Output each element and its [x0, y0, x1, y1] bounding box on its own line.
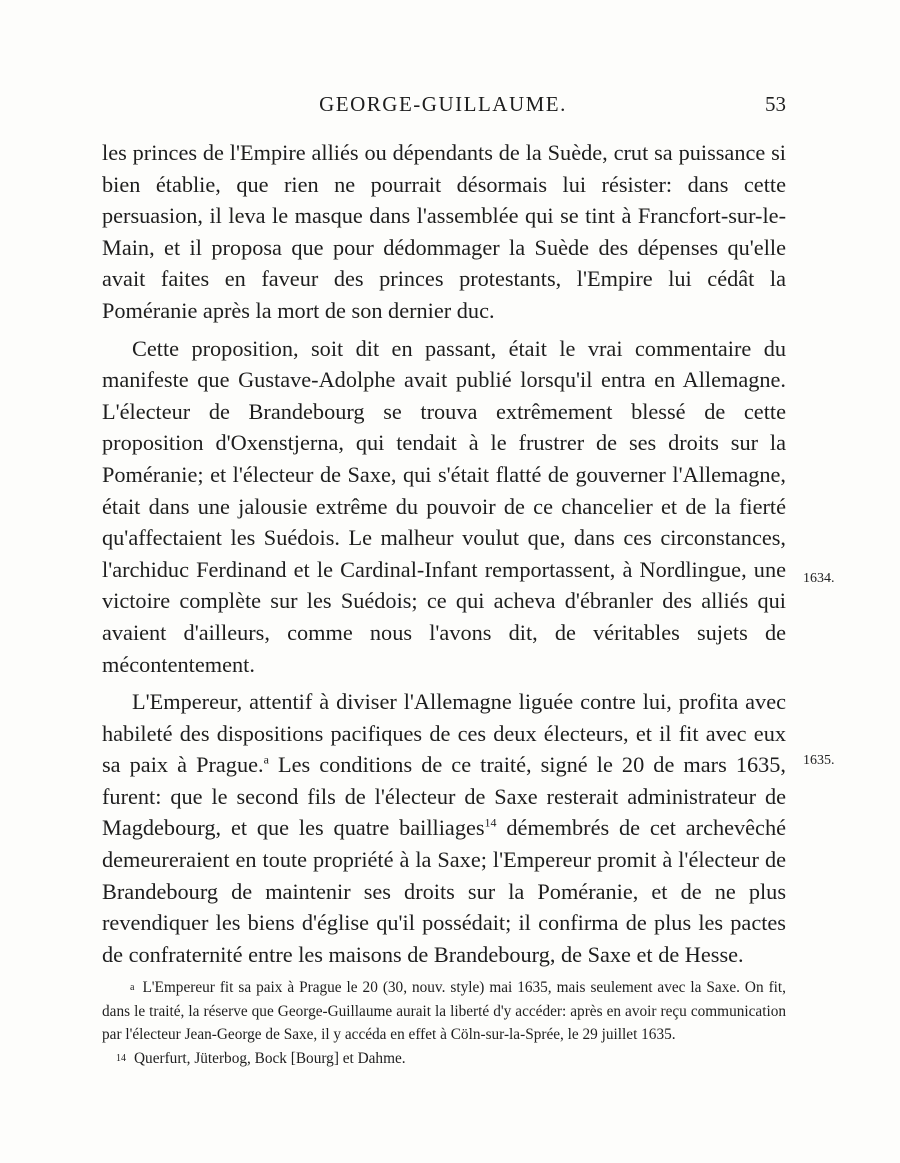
footnote-14-marker: 14 — [116, 1052, 126, 1064]
paragraph-3-part-1: L'Empereur, attentif à diviser l'Allemagne liguée contre lui, profita avec habileté des dispositions pacifiques de ces deux électeurs, et il fit avec eux sa paix à Prague. — [102, 689, 786, 778]
margin-note-1634: 1634. — [803, 571, 835, 586]
footnote-a-marker: a — [130, 982, 135, 993]
page-number: 53 — [765, 92, 786, 116]
footnote-ref-14: 14 — [484, 816, 497, 831]
margin-note-1635: 1635. — [803, 753, 835, 768]
paragraph-3-part-2: Les conditions de ce traité, signé le 20 de mars 1635, furent: que le second fils de l'électeur de Saxe resterait administrateur de Magdebourg, et que les quatre bailliages — [102, 752, 786, 841]
running-head — [100, 92, 786, 122]
footnotes — [102, 976, 786, 1070]
footnote-14-text: Querfurt, Jüterbog, Bock [Bourg] et Dahme. — [134, 1049, 406, 1067]
footnote-ref-a: a — [263, 752, 269, 767]
paragraph-1: les princes de l'Empire alliés ou dépendants de la Suède, crut sa puissance si bien établie, que rien ne pourrait désormais lui résister: dans cette persuasion, il leva le masque dans l'assemblée qui se tint à Francfort-sur-le-Main, et il proposa que pour dédommager la Suède des dépenses qu'elle avait faites en faveur des princes protestants, l'Empire lui cédât la Poméranie après la mort de son dernier duc. — [102, 140, 786, 323]
footnote-a — [102, 976, 786, 1047]
paragraph-2: Cette proposition, soit dit en passant, était le vrai commentaire du manifeste que Gustave-Adolphe avait publié lorsqu'il entra en Allemagne. L'électeur de Brandebourg se trouva extrêmement blessé de cette proposition d'Oxenstjerna, qui tendait à le frustrer de ses droits sur la Poméranie; et l'électeur de Saxe, qui s'était flatté de gouverner l'Allemagne, était dans une jalousie extrême du pouvoir de ce chancelier et de la fierté qu'affectaient les Suédois. Le malheur voulut que, dans ces circonstances, l'archiduc Ferdinand et le Cardinal-Infant remportassent, à Nordlingue, une victoire complète sur les Suédois; ce qui acheva d'ébranler des alliés qui avaient d'ailleurs, comme nous l'avons dit, de véritables sujets de mécontentement. — [102, 335, 786, 677]
footnote-a-text: L'Empereur fit sa paix à Prague le 20 (30, nouv. style) mai 1635, mais seulement avec la Saxe. On fit, dans le traité, la réserve que George-Guillaume aurait la liberté d'y accéder: après en avoir reçu communication par l'électeur Jean-George de Saxe, il y accéda en effet à Cöln-sur-la-Sprée, le 29 juillet 1635. — [102, 979, 786, 1043]
paragraph-3 — [102, 686, 786, 970]
footnote-14 — [102, 1047, 786, 1071]
main-text — [102, 137, 786, 970]
paragraph-3-part-3: démembrés de cet archevêché demeureraient en toute propriété à la Saxe; l'Empereur promit à l'électeur de Brandebourg de maintenir ses droits sur la Poméranie, et de ne plus revendiquer les biens d'église qu'il possédait; il confirma de plus les pactes de confraternité entre les maisons de Brandebourg, de Saxe et de Hesse. — [102, 815, 786, 967]
running-title: GEORGE-GUILLAUME. — [319, 92, 567, 116]
